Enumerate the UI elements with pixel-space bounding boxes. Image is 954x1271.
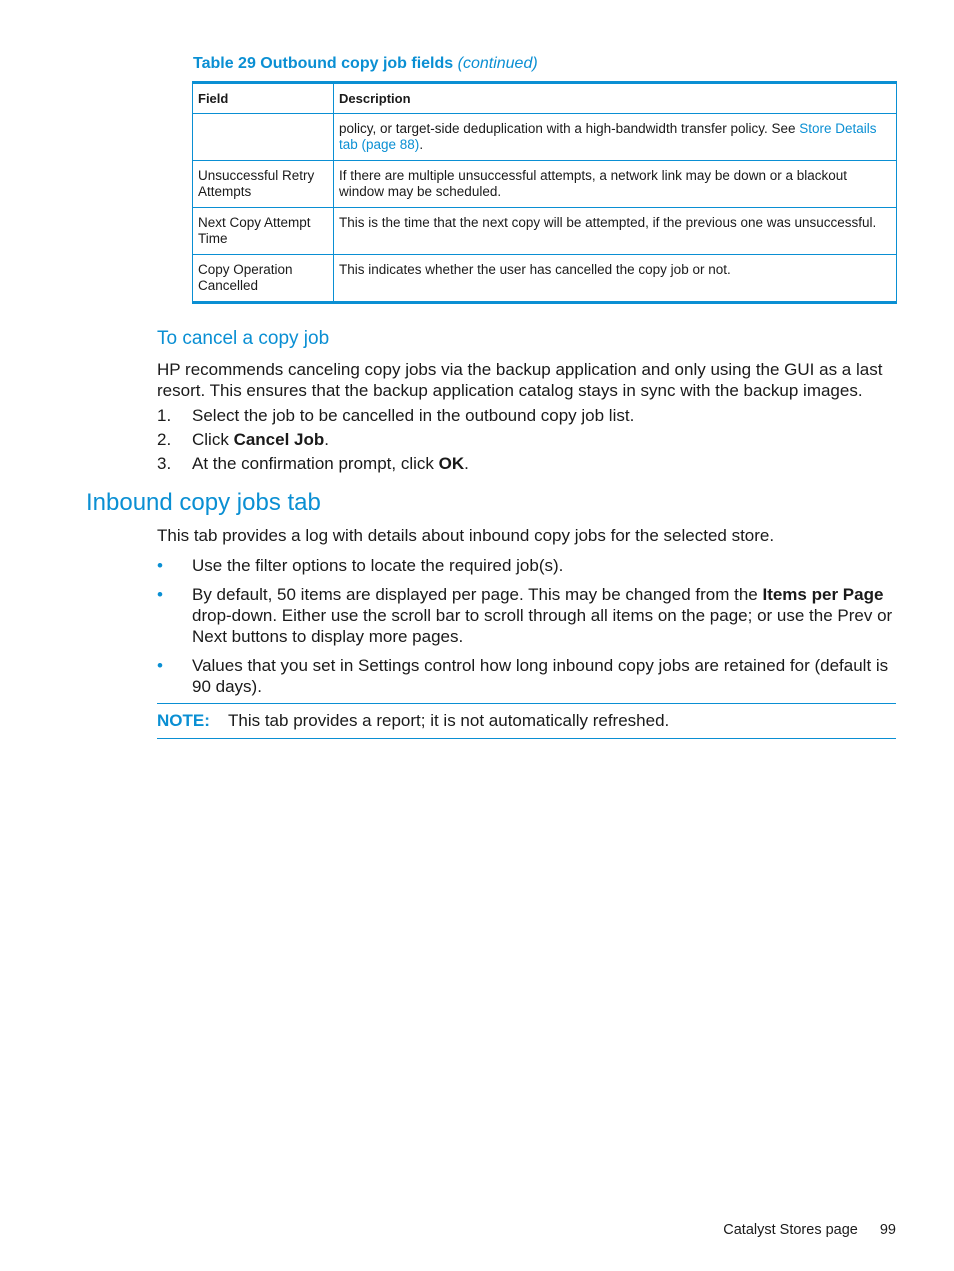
step-text: At the confirmation prompt, click: [192, 454, 439, 473]
list-item: [157, 429, 897, 450]
list-item: [157, 405, 897, 426]
page-footer: [723, 1222, 896, 1238]
step-text: Select the job to be cancelled in the outbound copy job list.: [192, 406, 635, 425]
field-cell: Unsuccessful Retry Attempts: [193, 161, 334, 208]
description-cell: If there are multiple unsuccessful attempts, a network link may be down or a blackout window may be scheduled.: [334, 161, 897, 208]
bullet-text: By default, 50 items are displayed per page. This may be changed from the: [192, 585, 763, 604]
step-post: .: [324, 430, 329, 449]
description-text: policy, or target-side deduplication with a high-bandwidth transfer policy. See: [339, 121, 800, 136]
description-cell: This is the time that the next copy will be attempted, if the previous one was unsuccessful.: [334, 208, 897, 255]
field-cell: [193, 114, 334, 161]
table-caption-title: Table 29 Outbound copy job fields: [193, 55, 454, 72]
description-cell: [334, 114, 897, 161]
step-text: Click: [192, 430, 234, 449]
note-box: [157, 703, 896, 739]
step-bold: Cancel Job: [233, 430, 325, 449]
table-caption-continued: (continued): [457, 55, 538, 72]
description-cell: This indicates whether the user has cancelled the copy job or not.: [334, 255, 897, 303]
cancel-intro-paragraph: HP recommends canceling copy jobs via the backup application and only using the GUI as a last resort. This ensures that the backup application catalog stays in sync with the backup images.: [157, 360, 883, 400]
note-text: This tab provides a report; it is not automatically refreshed.: [228, 711, 670, 730]
list-item: [157, 584, 897, 647]
table-row: [193, 255, 897, 303]
cancel-steps-list: [157, 405, 897, 477]
inbound-bullets-list: [157, 555, 897, 705]
outbound-copy-job-fields-table: [192, 81, 897, 304]
bullet-icon: •: [157, 656, 163, 675]
bullet-text: Use the filter options to locate the required job(s).: [192, 556, 564, 575]
step-number: 2.: [157, 430, 172, 449]
list-item: [157, 453, 897, 474]
header-description: Description: [334, 83, 897, 114]
list-item: [157, 655, 897, 697]
page-number: 99: [879, 1222, 896, 1238]
bullet-bold: Items per Page: [762, 585, 884, 604]
bullet-post: drop-down. Either use the scroll bar to scroll through all items on the page; or use the Prev or Next buttons to display more pages.: [192, 606, 893, 646]
inbound-intro-paragraph: This tab provides a log with details about inbound copy jobs for the selected store.: [157, 526, 775, 545]
cancel-copy-job-heading: To cancel a copy job: [157, 328, 330, 349]
bullet-icon: •: [157, 556, 163, 575]
bullet-icon: •: [157, 585, 163, 604]
list-item: [157, 555, 897, 576]
table-caption: [193, 55, 538, 73]
note-label: NOTE:: [157, 711, 210, 730]
table-header-row: [193, 83, 897, 114]
footer-section-title: Catalyst Stores page: [723, 1222, 858, 1238]
header-field: Field: [193, 83, 334, 114]
step-number: 3.: [157, 454, 172, 473]
table-row: [193, 161, 897, 208]
description-after: .: [419, 137, 424, 152]
table-row: [193, 208, 897, 255]
bullet-text: Values that you set in Settings control how long inbound copy jobs are retained for (default is 90 days).: [192, 656, 889, 696]
step-number: 1.: [157, 406, 172, 425]
step-bold: OK: [438, 454, 465, 473]
step-post: .: [464, 454, 469, 473]
store-details-link[interactable]: Store Details tab (page 88): [339, 121, 877, 152]
field-cell: Copy Operation Cancelled: [193, 255, 334, 303]
table-row: [193, 114, 897, 161]
inbound-copy-jobs-heading: Inbound copy jobs tab: [86, 489, 321, 516]
field-cell: Next Copy Attempt Time: [193, 208, 334, 255]
